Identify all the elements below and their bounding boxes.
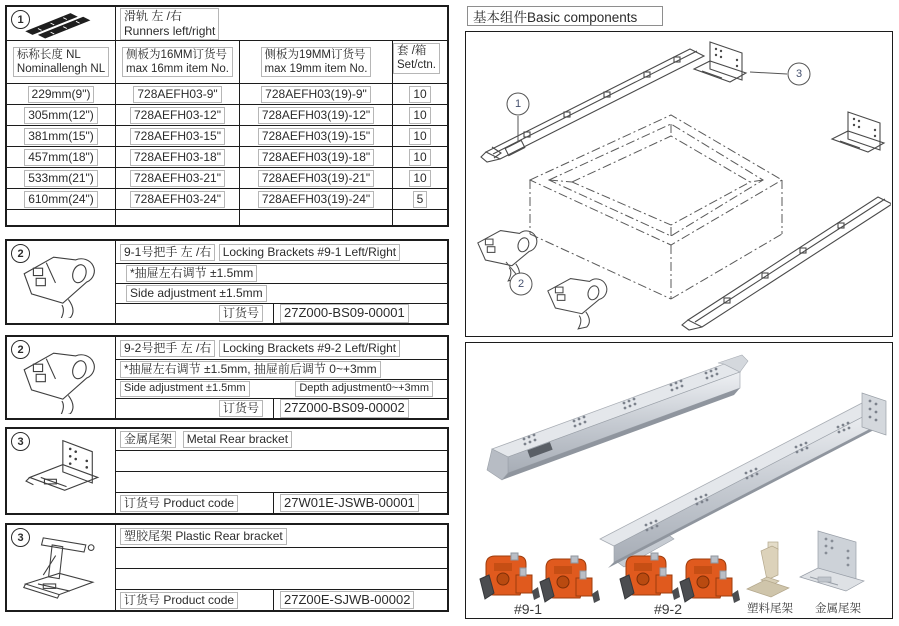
section-badge-1: 1 <box>11 10 30 29</box>
row-length <box>7 125 115 146</box>
bracket-9-2-table <box>5 335 449 420</box>
section-badge-2: 2 <box>11 340 30 359</box>
plastic-rear-bracket-photo <box>747 542 789 597</box>
label-metal-rear: 金属尾架 <box>815 603 861 615</box>
bracket-9-2-note-en <box>115 379 447 398</box>
code-label-cn: 订货号 <box>124 592 161 607</box>
note-cn-text: *抽屉左右调节 ±1.5mm <box>126 265 257 282</box>
row-qty <box>392 146 447 167</box>
exploded-diagram-box <box>465 31 893 337</box>
section-badge-3: 3 <box>11 528 30 547</box>
qty-value: 10 <box>409 149 430 166</box>
code-label-text: 订货号 <box>219 305 263 322</box>
bracket-9-2-title-cn: 9-2号把手 左 /右 <box>120 340 215 357</box>
code-label-en: Product code <box>163 592 235 607</box>
runners-image-cell <box>7 7 115 40</box>
metal-bracket-code <box>273 492 447 513</box>
row-item19 <box>239 146 392 167</box>
row-length <box>7 146 115 167</box>
qty-value: 10 <box>409 170 430 187</box>
section-badge-2: 2 <box>11 244 30 263</box>
col-header-16mm-en: max 16mm item No. <box>126 63 229 75</box>
runners-title <box>115 7 447 40</box>
col-header-length-en: Nominallengh NL <box>16 63 106 75</box>
runners-icon <box>18 9 104 39</box>
bracket-9-2-code-label <box>115 398 273 418</box>
locking-bracket-diagram <box>548 279 607 329</box>
row-item19 <box>239 104 392 125</box>
rear-bracket-diagram <box>832 112 884 152</box>
metal-bracket-title <box>115 429 447 450</box>
code-value: 27Z000-BS09-00002 <box>280 399 409 417</box>
runners-title-cn: 滑轨 左 /右 <box>124 8 183 23</box>
row-item16 <box>115 167 239 188</box>
row-length <box>7 104 115 125</box>
section-badge-3: 3 <box>11 432 30 451</box>
plastic-bracket-table <box>5 523 449 612</box>
item16-value: 728AEFH03-21" <box>130 170 225 187</box>
plastic-bracket-title <box>115 525 447 547</box>
rear-bracket-diagram <box>694 42 746 82</box>
item16-value: 728AEFH03-15" <box>130 128 225 145</box>
length-value: 229mm(9") <box>28 86 95 103</box>
callout-3: 3 <box>795 68 803 80</box>
row-item19 <box>239 83 392 104</box>
col-header-qty-cn: 套 /箱 <box>397 45 427 57</box>
locking-bracket-diagram <box>478 231 537 281</box>
length-value: 533mm(21") <box>24 170 98 187</box>
col-header-length-cn: 标称长度 NL <box>16 48 81 61</box>
plastic-bracket-title-en: Plastic Rear bracket <box>175 528 283 543</box>
locking-bracket-9-2-photo <box>620 553 740 603</box>
runners-table <box>5 5 449 227</box>
plastic-bracket-code <box>273 589 447 610</box>
metal-bracket-code-label <box>115 492 273 513</box>
side-adjustment-text: Side adjustment ±1.5mm <box>120 381 250 397</box>
code-label-text: 订货号 <box>219 400 263 417</box>
row-item16 <box>115 125 239 146</box>
col-header-length <box>7 40 115 83</box>
bracket-9-1-image-cell <box>7 241 115 323</box>
col-header-qty-en: Set/ctn. <box>397 59 436 72</box>
bracket-9-2-title-en: Locking Brackets #9-2 Left/Right <box>219 340 400 357</box>
length-value: 305mm(12") <box>24 107 98 124</box>
row-length <box>7 167 115 188</box>
bracket-9-1-note-cn <box>115 263 447 283</box>
callout-1: 1 <box>514 98 522 110</box>
row-item16 <box>115 188 239 209</box>
metal-bracket-title-cn: 金属尾架 <box>120 431 176 448</box>
runners-title-en: Runners left/right <box>124 23 216 38</box>
row-item16 <box>115 104 239 125</box>
metal-bracket-title-en: Metal Rear bracket <box>183 431 292 448</box>
row-qty <box>392 125 447 146</box>
bracket-9-1-code <box>273 303 447 323</box>
bracket-9-2-code <box>273 398 447 418</box>
product-photo <box>466 343 891 617</box>
empty-cell <box>7 209 115 225</box>
drawer-box-diagram <box>530 115 782 299</box>
row-item19 <box>239 167 392 188</box>
bracket-9-2-note-cn <box>115 359 447 379</box>
plastic-bracket-code-label <box>115 589 273 610</box>
code-value: 27Z00E-SJWB-00002 <box>280 591 414 609</box>
empty-cell <box>115 209 239 225</box>
bracket-9-1-table <box>5 239 449 325</box>
length-value: 381mm(15") <box>24 128 98 145</box>
col-header-19mm <box>239 40 392 83</box>
item19-value: 728AEFH03(19)-21" <box>258 170 374 187</box>
item16-value: 728AEFH03-12" <box>130 107 225 124</box>
bracket-9-1-title-cn: 9-1号把手 左 /右 <box>120 244 215 261</box>
item19-value: 728AEFH03(19)-24" <box>258 191 374 208</box>
plastic-bracket-title-cn: 塑胶尾架 <box>124 528 173 543</box>
runner-rail-bottom-right <box>682 197 891 330</box>
bracket-9-1-note-en <box>115 283 447 303</box>
length-value: 610mm(24") <box>24 191 98 208</box>
label-9-1: #9-1 <box>513 601 543 617</box>
empty-row <box>115 450 447 471</box>
col-header-16mm <box>115 40 239 83</box>
code-value: 27Z000-BS09-00001 <box>280 304 409 322</box>
metal-bracket-table <box>5 427 449 515</box>
bracket-9-1-title <box>115 241 447 263</box>
empty-cell <box>239 209 392 225</box>
empty-row <box>115 471 447 492</box>
qty-value: 10 <box>409 128 430 145</box>
row-item16 <box>115 83 239 104</box>
item16-value: 728AEFH03-18" <box>130 149 225 166</box>
label-plastic-rear: 塑料尾架 <box>747 603 793 615</box>
item19-value: 728AEFH03(19)-12" <box>258 107 374 124</box>
row-length <box>7 188 115 209</box>
empty-row <box>115 568 447 589</box>
item19-value: 728AEFH03(19)-15" <box>258 128 374 145</box>
qty-value: 10 <box>409 107 430 124</box>
empty-row <box>115 547 447 568</box>
bracket-9-2-title <box>115 337 447 359</box>
basic-components-header: 基本组件Basic components <box>467 6 663 26</box>
depth-adjustment-text: Depth adjustment0~+3mm <box>295 381 433 397</box>
photo-labels <box>514 601 862 617</box>
product-photo-box <box>465 342 893 619</box>
note-en-text: Side adjustment ±1.5mm <box>126 285 267 302</box>
col-header-19mm-en: max 19mm item No. <box>264 63 368 75</box>
code-value: 27W01E-JSWB-00001 <box>280 494 419 512</box>
col-header-qty <box>392 40 447 83</box>
row-qty <box>392 167 447 188</box>
row-item16 <box>115 146 239 167</box>
item16-value: 728AEFH03-24" <box>130 191 225 208</box>
note-cn-text: *抽屉左右调节 ±1.5mm, 抽屉前后调节 0~+3mm <box>120 361 381 378</box>
row-qty <box>392 104 447 125</box>
qty-value: 10 <box>409 86 430 103</box>
qty-value: 5 <box>413 191 428 208</box>
row-qty <box>392 188 447 209</box>
metal-rear-bracket-photo <box>800 531 864 591</box>
bracket-9-1-code-label <box>115 303 273 323</box>
exploded-assembly-diagram <box>466 32 891 335</box>
row-item19 <box>239 125 392 146</box>
runner-photo-left <box>487 355 748 480</box>
length-value: 457mm(18") <box>24 149 98 166</box>
empty-cell <box>392 209 447 225</box>
col-header-16mm-cn: 侧板为16MM订货号 <box>126 48 227 61</box>
bracket-9-1-title-en: Locking Brackets #9-1 Left/Right <box>219 244 400 261</box>
label-9-2: #9-2 <box>653 601 683 617</box>
code-label-en: Product code <box>163 495 235 510</box>
row-length <box>7 83 115 104</box>
row-qty <box>392 83 447 104</box>
code-label-cn: 订货号 <box>124 495 161 510</box>
metal-bracket-image-cell <box>7 429 115 513</box>
col-header-19mm-cn: 侧板为19MM订货号 <box>264 48 366 61</box>
item19-value: 728AEFH03(19)-9" <box>261 86 371 103</box>
locking-bracket-9-1-photo <box>480 553 600 603</box>
row-item19 <box>239 188 392 209</box>
callout-2: 2 <box>517 278 525 290</box>
bracket-9-2-image-cell <box>7 337 115 418</box>
item19-value: 728AEFH03(19)-18" <box>258 149 374 166</box>
item16-value: 728AEFH03-9" <box>133 86 221 103</box>
plastic-bracket-image-cell <box>7 525 115 610</box>
